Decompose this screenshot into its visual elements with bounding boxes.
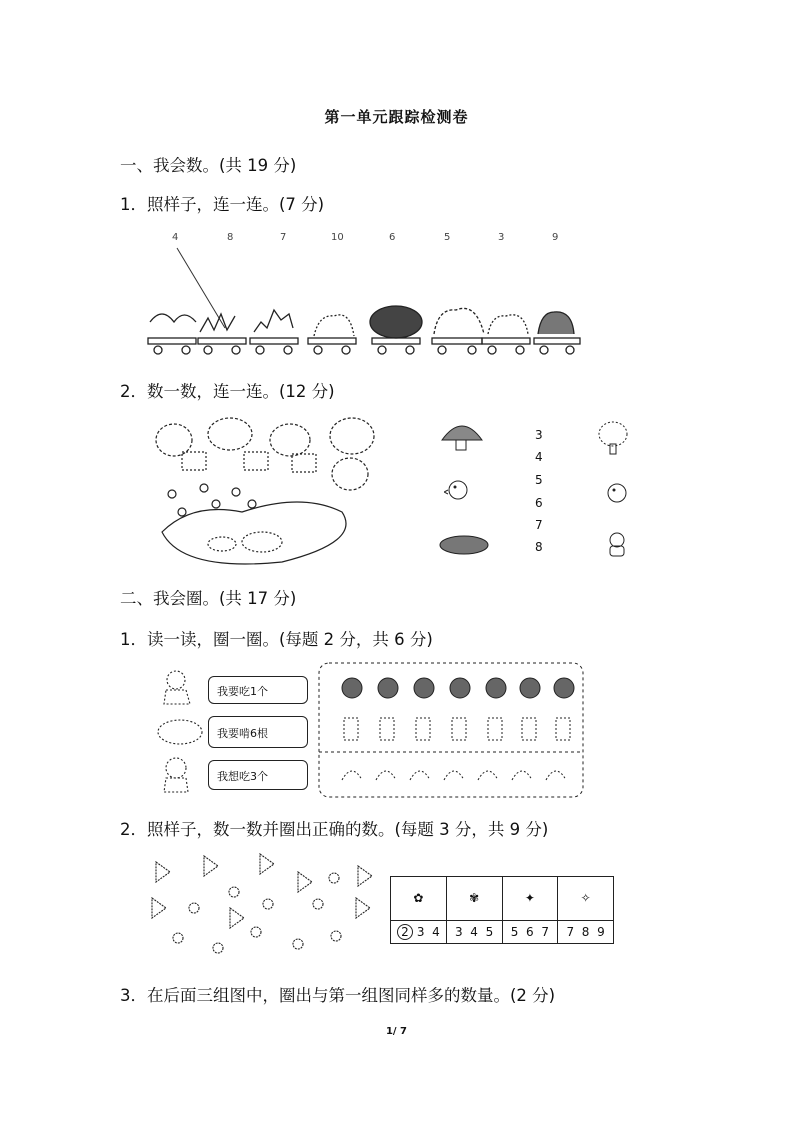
q1-2-number: 7 — [535, 518, 543, 532]
mushroom-icon — [410, 771, 430, 780]
items-box — [318, 662, 584, 798]
speech-bubble — [208, 716, 308, 748]
fruit-icon — [378, 678, 398, 698]
creature-icon: ✾ — [469, 891, 480, 906]
q2-3-heading: 3．在后面三组图中，圈出与第一组图同样多的数量。(2 分) — [120, 986, 556, 1005]
section2-heading: 二、我会圈。(共 17 分) — [120, 589, 297, 608]
q1-1-number: 8 — [227, 232, 234, 243]
option-number: 5 — [510, 924, 519, 939]
creature-icon: ✿ — [413, 891, 424, 906]
bone-icon — [452, 718, 466, 740]
q1-1-heading: 1．照样子，连一连。(7 分) — [120, 195, 325, 214]
mushroom-icon — [376, 771, 396, 780]
cart-icon — [370, 306, 422, 354]
mushroom-icon — [342, 771, 362, 780]
bone-icon — [522, 718, 536, 740]
scattered-creatures-illustration — [148, 852, 384, 962]
table-option-cell[interactable] — [558, 920, 614, 943]
q1-1-number: 9 — [552, 232, 559, 243]
fruit-icon — [414, 678, 434, 698]
mushroom-icon — [444, 771, 464, 780]
table-picture-cell — [446, 877, 502, 921]
bubble-text: 我要吃1个 — [217, 685, 268, 698]
cart-icon — [432, 308, 484, 354]
leaf-pad-icon — [438, 534, 490, 556]
fruit-icon — [450, 678, 470, 698]
counting-table — [390, 876, 614, 944]
animals-illustration — [154, 668, 206, 798]
forest-scene-illustration — [152, 412, 400, 570]
circled-answer: 2 — [397, 924, 413, 940]
cart-icon — [148, 314, 196, 354]
bone-icon — [344, 718, 358, 740]
table-option-cell[interactable] — [502, 920, 558, 943]
q1-1-number: 7 — [280, 232, 287, 243]
option-number: 7 — [566, 924, 575, 939]
q1-2-number: 4 — [535, 450, 543, 464]
q1-2-number: 8 — [535, 540, 543, 554]
q1-2-number: 6 — [535, 496, 543, 510]
mushroom-icon — [438, 418, 488, 454]
q1-1-number: 4 — [172, 232, 179, 243]
q1-1-number: 5 — [444, 232, 451, 243]
fruit-carts-illustration — [140, 240, 590, 360]
q2-2-heading: 2．照样子，数一数并圈出正确的数。(每题 3 分，共 9 分) — [120, 820, 549, 839]
cart-icon — [250, 310, 298, 354]
q1-1-number: 3 — [498, 232, 505, 243]
option-number: 7 — [541, 924, 549, 939]
cart-icon — [198, 314, 246, 354]
butterfly-icon: ✦ — [524, 891, 535, 906]
table-picture-cell — [391, 877, 447, 921]
bubble-text: 我要啃6根 — [217, 727, 268, 740]
cart-icon — [482, 315, 530, 354]
fruit-icon — [342, 678, 362, 698]
bone-icon — [556, 718, 570, 740]
speech-bubble — [208, 676, 308, 704]
mushroom-icon — [512, 771, 532, 780]
option-number: 5 — [485, 924, 494, 939]
section1-heading: 一、我会数。(共 19 分) — [120, 156, 297, 175]
creature-icon: ✧ — [580, 891, 591, 906]
q2-1-heading: 1．读一读，圈一圈。(每题 2 分，共 6 分) — [120, 630, 433, 649]
tree-icon — [596, 420, 630, 456]
fruit-icon — [486, 678, 506, 698]
q1-1-number: 6 — [389, 232, 396, 243]
q1-2-number: 5 — [535, 473, 543, 487]
page-title: 第一单元跟踪检测卷 — [324, 108, 469, 126]
cart-icon — [534, 312, 580, 354]
option-number: 6 — [526, 924, 534, 939]
fruit-icon — [554, 678, 574, 698]
bear-icon — [604, 530, 630, 558]
table-option-cell[interactable] — [446, 920, 502, 943]
option-number: 3 — [416, 924, 425, 939]
bird-icon — [604, 480, 630, 506]
option-number: 9 — [597, 924, 605, 939]
bubble-text: 我想吃3个 — [217, 770, 268, 783]
bone-icon — [380, 718, 394, 740]
q1-2-number: 3 — [535, 428, 543, 442]
table-option-cell[interactable] — [391, 920, 447, 943]
bone-icon — [416, 718, 430, 740]
mushroom-icon — [546, 771, 566, 780]
option-number: 3 — [455, 924, 463, 939]
option-number: 8 — [581, 924, 590, 939]
bone-icon — [488, 718, 502, 740]
table-picture-cell — [558, 877, 614, 921]
option-number: 4 — [470, 924, 478, 939]
speech-bubble — [208, 760, 308, 790]
cart-icon — [308, 315, 356, 354]
q1-1-number: 10 — [331, 232, 344, 243]
bird-icon — [444, 476, 474, 504]
q1-2-heading: 2．数一数，连一连。(12 分) — [120, 382, 335, 401]
page-footer: 1/ 7 — [385, 1026, 408, 1037]
fruit-icon — [520, 678, 540, 698]
example-connect-line — [177, 248, 225, 328]
mushroom-icon — [478, 771, 498, 780]
table-picture-cell — [502, 877, 558, 921]
option-number: 4 — [432, 924, 440, 939]
